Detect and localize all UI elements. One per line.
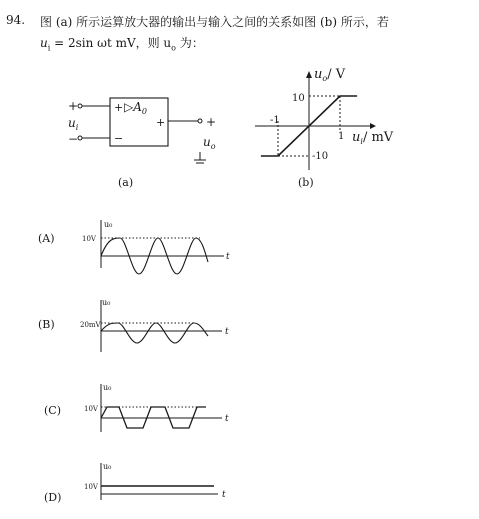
fig-b-y-arrow — [306, 71, 312, 78]
question-formula: = 2sin ωt mV，则 u — [50, 36, 172, 50]
fig-b-y-label: $u_o/$ V — [314, 67, 346, 83]
option-a-t-label: t — [226, 252, 230, 262]
amp-out-plus: + — [156, 116, 166, 129]
figure-b — [255, 67, 394, 189]
amp-symbol: $▷A_0$ — [124, 100, 147, 116]
fig-b-tick-x-neg: -1 — [270, 115, 280, 126]
option-c-y-label: u₀ — [103, 383, 112, 392]
terminal-out — [198, 119, 202, 123]
amp-plus-pin: + — [114, 101, 124, 114]
ground-symbol — [194, 152, 206, 163]
option-c — [44, 383, 229, 432]
option-b-label: (B) — [38, 318, 55, 331]
caption-a: (a) — [118, 176, 134, 189]
option-c-t-label: t — [225, 414, 229, 424]
option-d-y-label: u₀ — [103, 462, 112, 471]
terminal-in-plus — [78, 104, 82, 108]
output-label: $u_o$ — [203, 135, 216, 151]
option-c-label: (C) — [44, 404, 61, 417]
figure-a — [68, 98, 216, 189]
option-a-y-label: u₀ — [104, 220, 113, 229]
fig-b-tick-x-pos: 1 — [338, 131, 345, 142]
fig-b-tick-y-pos: 10 — [292, 93, 305, 104]
terminal-in-minus — [78, 136, 82, 140]
caption-b: (b) — [298, 176, 314, 189]
option-c-level: 10V — [84, 405, 98, 413]
option-b — [38, 298, 229, 352]
fig-b-x-label: $u_i/$ mV — [352, 130, 394, 146]
option-d — [44, 462, 226, 504]
uo-subscript: o — [171, 43, 176, 53]
option-b-y-label: u₀ — [102, 298, 111, 307]
option-b-level: 20mV — [80, 321, 101, 329]
option-b-waveform — [101, 323, 208, 343]
minus-input-sign: − — [68, 132, 79, 146]
question-ending: 为： — [176, 36, 204, 50]
ui-subscript: i — [47, 43, 51, 53]
input-label: $u_i$ — [68, 116, 79, 132]
output-plus-sign: + — [206, 115, 217, 129]
fig-b-tick-y-neg: -10 — [312, 151, 329, 162]
option-b-t-label: t — [225, 327, 229, 337]
option-a — [38, 220, 230, 274]
plus-input-sign: + — [68, 99, 79, 113]
question-number: 94. — [6, 13, 26, 27]
question-line-1: 图 (a) 所示运算放大器的输出与输入之间的关系如图 (b) 所示，若 — [40, 15, 389, 29]
amp-minus-pin: − — [114, 132, 124, 145]
fig-b-x-arrow — [370, 123, 376, 129]
option-d-label: (D) — [44, 491, 62, 504]
option-d-t-label: t — [222, 490, 226, 500]
option-a-label: (A) — [38, 232, 55, 245]
option-d-level: 10V — [84, 483, 98, 491]
ui-symbol: u — [40, 36, 48, 50]
option-a-level: 10V — [82, 235, 96, 243]
